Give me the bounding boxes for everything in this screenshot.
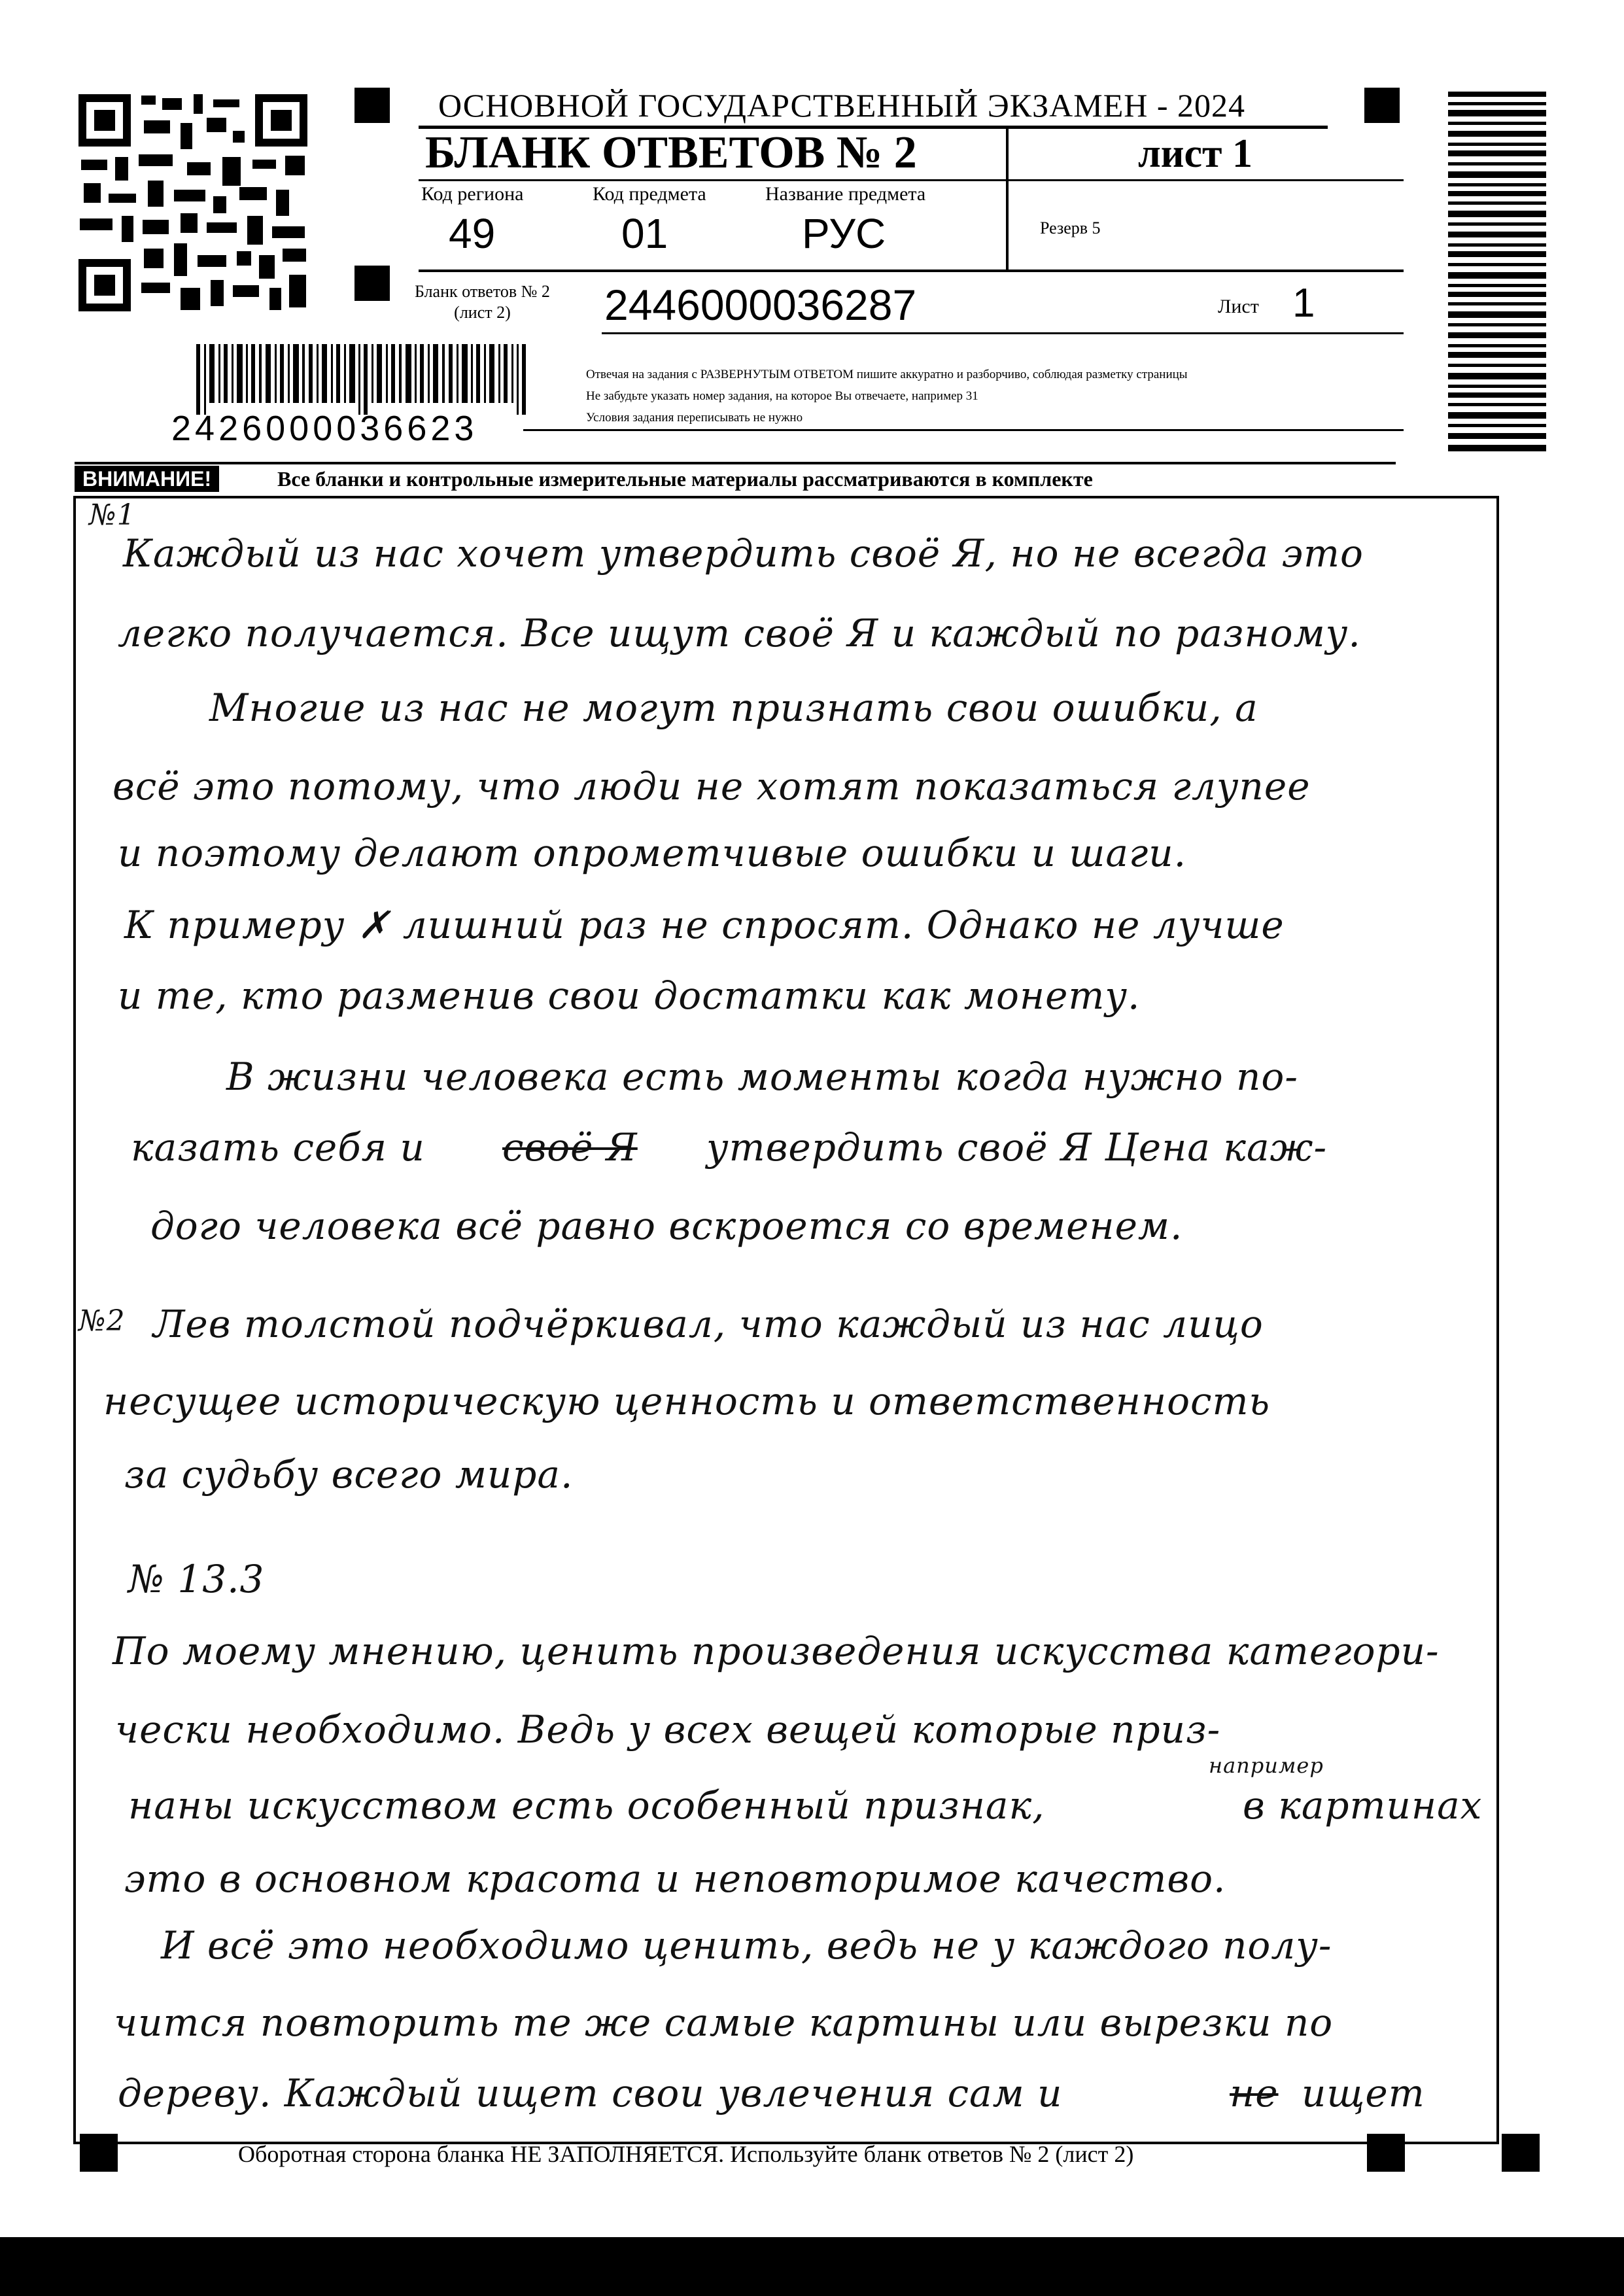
instructions xyxy=(586,364,1188,428)
answer-line: всё это потому, что люди не хотят показаться глупее xyxy=(112,764,1311,809)
instruction-line: Условия задания переписывать не нужно xyxy=(586,411,803,425)
footer-text: Оборотная сторона бланка НЕ ЗАПОЛНЯЕТСЯ. Используйте бланк ответов № 2 (лист 2) xyxy=(238,2141,1134,2167)
reserve-label: Резерв 5 xyxy=(1040,218,1101,237)
answer-line: ищет xyxy=(1302,2071,1425,2115)
exam-title: ОСНОВНОЙ ГОСУДАРСТВЕННЫЙ ЭКЗАМЕН - 2024 xyxy=(438,87,1245,124)
answer-line: и поэтому делают опрометчивые ошибки и шаги. xyxy=(118,831,1187,875)
answer-line: Каждый из нас хочет утвердить своё Я, но не всегда это xyxy=(123,531,1364,576)
answer-line: в картинах xyxy=(1243,1783,1483,1828)
notice-text: Все бланки и контрольные измерительные материалы рассматриваются в комплекте xyxy=(277,467,1093,491)
answer-line: за судьбу всего мира. xyxy=(124,1452,574,1497)
side-barcode xyxy=(1448,92,1546,455)
answer-line: несущее историческую ценность и ответственность xyxy=(103,1379,1271,1423)
sheet2-label-line1: Бланк ответов № 2 xyxy=(415,282,550,301)
answer-line: чески необходимо. Ведь у всех вещей которые приз- xyxy=(115,1707,1221,1752)
sheet2-label xyxy=(415,281,550,323)
notice-badge: ВНИМАНИЕ! xyxy=(75,466,219,492)
region-value: 49 xyxy=(449,210,496,257)
answer-line: И всё это необходимо ценить, ведь не у каждого полу- xyxy=(161,1923,1332,1968)
answer-line: это в основном красота и неповторимое качество. xyxy=(124,1856,1226,1901)
task-mark: №1 xyxy=(89,498,136,532)
subject-code-label: Код предмета xyxy=(593,183,706,205)
sheet-title: лист 1 xyxy=(1138,131,1253,176)
answer-line: и те, кто разменив свои достатки как монету. xyxy=(118,973,1141,1018)
struck-phrase: не xyxy=(1230,2071,1279,2115)
answer-line: № 13.3 xyxy=(128,1557,265,1601)
barcode-number: 2426000036623 xyxy=(171,409,478,448)
sheet-value: 1 xyxy=(1292,281,1315,326)
qr-code xyxy=(76,92,310,314)
sheet2-number: 2446000036287 xyxy=(604,281,917,329)
subject-code-value: 01 xyxy=(621,210,668,257)
sheet2-label-line2: (лист 2) xyxy=(454,303,511,322)
region-label: Код региона xyxy=(421,183,524,205)
form-title: БЛАНК ОТВЕТОВ № 2 xyxy=(425,128,917,178)
answer-line: Многие из нас не могут признать свои ошибки, а xyxy=(209,686,1258,730)
subject-name-value: РУС xyxy=(802,210,886,257)
answer-line: В жизни человека есть моменты когда нужно по- xyxy=(226,1054,1298,1099)
instruction-line: Не забудьте указать номер задания, на которое Вы отвечаете, например 31 xyxy=(586,389,978,403)
answer-line: чится повторить те же самые картины или вырезки по xyxy=(114,2000,1334,2045)
answer-line: утвердить своё Я Цена каж- xyxy=(706,1125,1328,1170)
alignment-marker xyxy=(1502,2134,1540,2172)
answer-line: казать себя и xyxy=(131,1125,425,1170)
scan-edge xyxy=(0,2237,1624,2296)
alignment-marker xyxy=(80,2134,118,2172)
answer-line: Лев толстой подчёркивал, что каждый из нас лицо xyxy=(153,1302,1264,1346)
answer-line: дого человека всё равно вскроется со временем. xyxy=(150,1204,1183,1248)
alignment-marker xyxy=(354,266,390,301)
task-mark: №2 xyxy=(78,1304,126,1338)
answer-line: наны искусством есть особенный признак, xyxy=(128,1783,1045,1828)
form-barcode xyxy=(196,344,536,415)
subject-name-label: Название предмета xyxy=(765,183,926,205)
alignment-marker xyxy=(1367,2134,1405,2172)
alignment-marker xyxy=(1364,88,1400,123)
struck-phrase: своё Я xyxy=(502,1125,638,1170)
alignment-marker xyxy=(354,88,390,123)
answer-line: легко получается. Все ищут своё Я и каждый по разному. xyxy=(118,611,1361,655)
sheet-label: Лист xyxy=(1218,296,1259,317)
answer-line: По моему мнению, ценить произведения искусства категори- xyxy=(112,1629,1440,1673)
instruction-line: Отвечая на задания с РАЗВЕРНУТЫМ ОТВЕТОМ пишите аккуратно и разборчиво, соблюдая разметку страницы xyxy=(586,368,1188,381)
answer-line: К примеру ✗ лишний раз не спросят. Однако не лучше xyxy=(124,903,1285,947)
answer-line: дереву. Каждый ищет свои увлечения сам и xyxy=(118,2071,1063,2115)
insert-above: например xyxy=(1209,1753,1324,1778)
